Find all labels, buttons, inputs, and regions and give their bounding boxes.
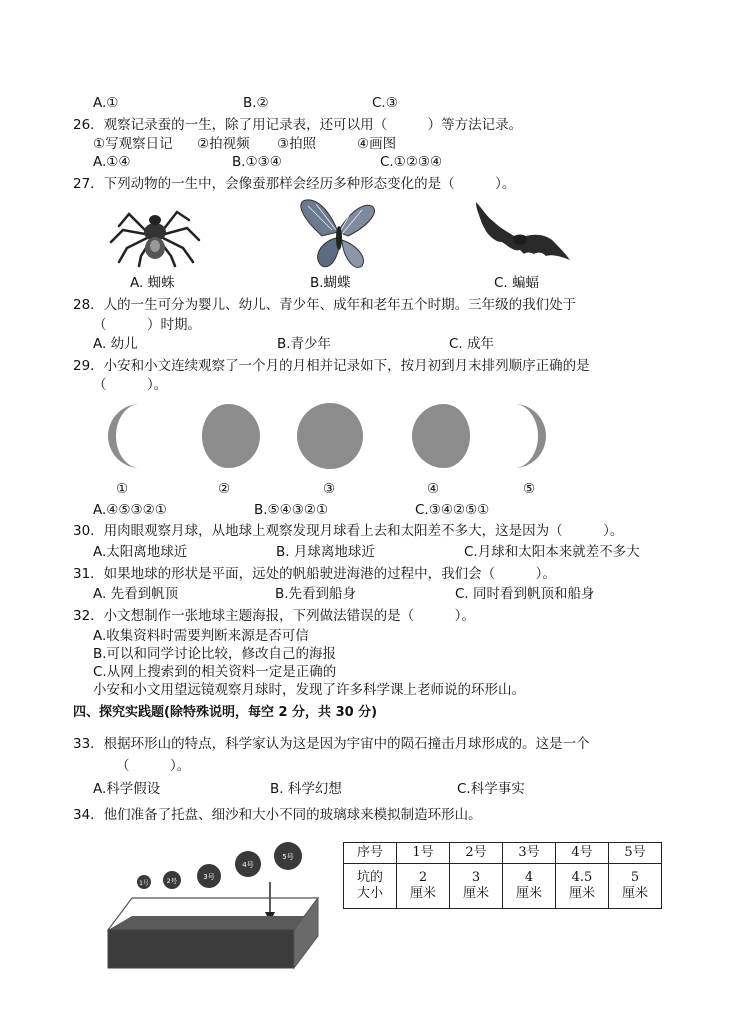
q30-option-b: B. 月球离地球近 xyxy=(276,544,375,560)
crater-size-table xyxy=(343,842,662,909)
ball-label-5: 5号 xyxy=(282,853,294,861)
moon-phase-4 xyxy=(412,404,470,468)
q32-option-a: A.收集资料时需要判断来源是否可信 xyxy=(93,628,309,644)
q29-num-3: ③ xyxy=(323,481,336,497)
q33-option-b: B. 科学幻想 xyxy=(270,781,342,797)
moon-phase-2 xyxy=(202,404,260,468)
table-header-5: 5号 xyxy=(609,843,662,864)
q26-option-a: A.①④ xyxy=(93,154,131,170)
q26-option-c: C.①②③④ xyxy=(380,154,443,170)
table-header-index: 序号 xyxy=(344,843,397,864)
moon-phase-1 xyxy=(108,404,140,468)
table-cell-5: 5 厘米 xyxy=(609,864,662,909)
table-cell-3: 4 厘米 xyxy=(503,864,556,909)
q26-method-1: ①写观察日记 xyxy=(93,136,173,152)
q25-option-a: A.① xyxy=(93,95,119,111)
q30-stem: 30．用肉眼观察月球，从地球上观察发现月球看上去和太阳差不多大，这是因为（ ）。 xyxy=(73,523,624,539)
q29-option-b: B.⑤④③②① xyxy=(254,502,329,518)
unit: 厘米 xyxy=(409,886,436,901)
q31-stem: 31．如果地球的形状是平面，远处的帆船驶进海港的过程中，我们会（ ）。 xyxy=(73,566,556,582)
q29-stem-1: 29．小安和小文连续观察了一个月的月相并记录如下，按月初到月末排列顺序正确的是 xyxy=(73,358,590,374)
row-label-line-2: 大小 xyxy=(356,886,383,901)
unit: 厘米 xyxy=(621,886,648,901)
q29-option-c: C.③④②⑤① xyxy=(415,502,490,518)
q26-stem: 26．观察记录蚕的一生，除了用记录表，还可以用（ ）等方法记录。 xyxy=(73,117,523,133)
q28-option-a: A. 幼儿 xyxy=(93,336,138,352)
q26-method-2: ②拍视频 xyxy=(197,136,250,152)
q33-option-a: A.科学假设 xyxy=(93,781,161,797)
moon-phase-5 xyxy=(514,404,546,468)
q34-stem: 34．他们准备了托盘、细沙和大小不同的玻璃球来模拟制造环形山。 xyxy=(73,807,482,823)
q32-stem: 32．小文想制作一张地球主题海报，下列做法错误的是（ ）。 xyxy=(73,608,475,624)
q26-method-4: ④画图 xyxy=(357,136,397,152)
q31-option-c: C. 同时看到帆顶和船身 xyxy=(455,586,595,602)
table-header-3: 3号 xyxy=(503,843,556,864)
q28-stem-2: （ ）时期。 xyxy=(93,317,201,333)
row-label-line-1: 坑的 xyxy=(356,870,383,885)
ball-label-1: 1号 xyxy=(139,880,149,887)
table-cell-4: 4.5 厘米 xyxy=(556,864,609,909)
table-row-label xyxy=(344,864,397,909)
crater-experiment-figure xyxy=(104,840,326,972)
q29-num-2: ② xyxy=(218,481,231,497)
table-header-2: 2号 xyxy=(450,843,503,864)
q27-stem: 27．下列动物的一生中，会像蚕那样会经历多种形态变化的是（ ）。 xyxy=(73,176,516,192)
unit: 厘米 xyxy=(568,886,595,901)
moon-phase-3 xyxy=(297,403,363,469)
moon-phases-figure xyxy=(96,400,556,472)
q29-num-4: ④ xyxy=(427,481,440,497)
q26-method-3: ③拍照 xyxy=(277,136,317,152)
q27-label-b: B.蝴蝶 xyxy=(310,275,351,291)
table-header-4: 4号 xyxy=(556,843,609,864)
ball-label-2: 2号 xyxy=(166,877,178,885)
bat-icon xyxy=(472,200,572,266)
q25-option-c: C.③ xyxy=(372,95,398,111)
ball-label-3: 3号 xyxy=(203,873,215,881)
unit: 厘米 xyxy=(515,886,542,901)
passage-text: 小安和小文用望远镜观察月球时，发现了许多科学课上老师说的环形山。 xyxy=(93,682,525,698)
table-cell-1: 2 厘米 xyxy=(397,864,450,909)
q29-num-1: ① xyxy=(116,481,129,497)
ball-label-4: 4号 xyxy=(242,861,254,869)
butterfly-icon xyxy=(292,196,382,272)
table-header-1: 1号 xyxy=(397,843,450,864)
section-heading: 四、探究实践题(除特殊说明，每空 2 分，共 30 分) xyxy=(73,705,378,720)
q33-stem-2: （ ）。 xyxy=(116,758,191,774)
q28-option-b: B.青少年 xyxy=(277,336,332,352)
q30-option-c: C.月球和太阳本来就差不多大 xyxy=(464,544,640,560)
q32-option-b: B.可以和同学讨论比较，修改自己的海报 xyxy=(93,646,337,662)
q27-label-c: C. 蝙蝠 xyxy=(494,275,540,291)
q28-option-c: C. 成年 xyxy=(449,336,495,352)
q30-option-a: A.太阳离地球近 xyxy=(93,544,188,560)
q31-option-a: A. 先看到帆顶 xyxy=(93,586,179,602)
q29-num-5: ⑤ xyxy=(523,481,536,497)
table-cell-2: 3 厘米 xyxy=(450,864,503,909)
spider-icon xyxy=(105,196,205,268)
q27-label-a: A. 蜘蛛 xyxy=(130,275,175,291)
q33-option-c: C.科学事实 xyxy=(457,781,525,797)
q25-option-b: B.② xyxy=(243,95,269,111)
q33-stem-1: 33．根据环形山的特点，科学家认为这是因为宇宙中的陨石撞击月球形成的。这是一个 xyxy=(73,736,590,752)
q29-option-a: A.④⑤③②① xyxy=(93,502,167,518)
q29-stem-2: （ ）。 xyxy=(93,377,168,393)
q28-stem-1: 28．人的一生可分为婴儿、幼儿、青少年、成年和老年五个时期。三年级的我们处于 xyxy=(73,297,577,313)
unit: 厘米 xyxy=(462,886,489,901)
q31-option-b: B.先看到船身 xyxy=(275,586,357,602)
q32-option-c: C.从网上搜索到的相关资料一定是正确的 xyxy=(93,664,337,680)
q26-option-b: B.①③④ xyxy=(232,154,282,170)
